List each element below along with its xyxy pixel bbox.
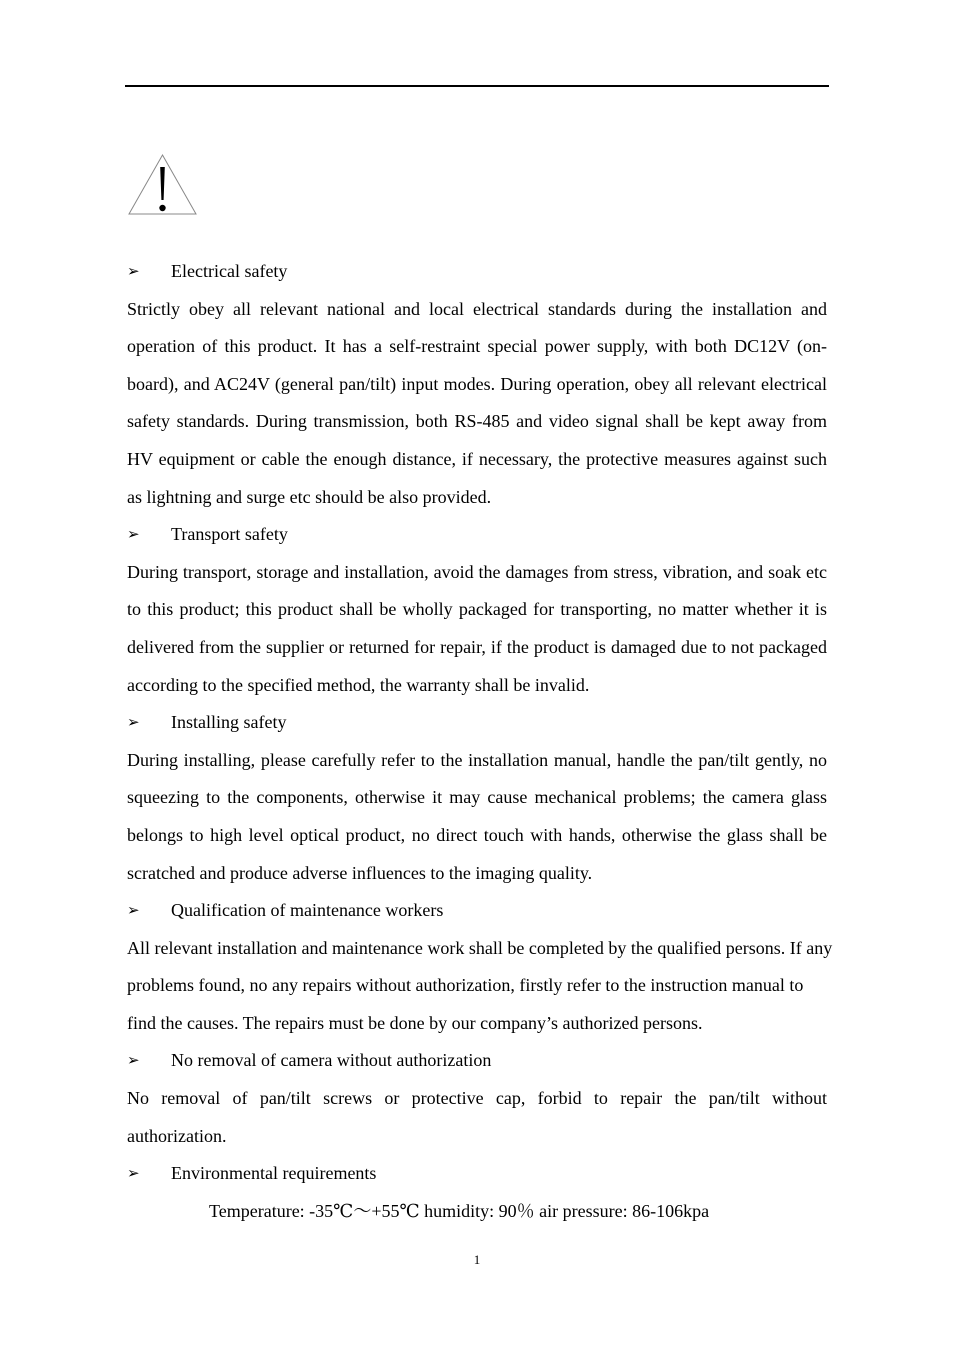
section-body-electrical-safety: Strictly obey all relevant national and local electrical standards during the installation and operation of this product. It has a self-restraint special power supply, with both DC12V (on-board), and AC24V (general pan/tilt) input modes. During operation, obey all relevant electrical safety standards. During transmission, both RS-485 and video signal shall be kept away from HV equipment or cable the enough distance, if necessary, the protective measures against such as lightning and surge etc should be also provided.	[127, 298, 827, 507]
section-heading-qualification	[127, 892, 827, 930]
warning-exclamation-triangle-icon	[127, 153, 198, 216]
arrow-bullet-icon: ➢	[127, 1164, 140, 1183]
section-body-installing-safety: During installing, please carefully refer to the installation manual, handle the pan/tilt gently, no squeezing to the components, otherwise it may cause mechanical problems; the camera glass belongs to high level optical product, no direct touch with hands, otherwise the glass shall be scratched and produce adverse influences to the imaging quality.	[127, 749, 827, 883]
arrow-bullet-icon: ➢	[127, 1051, 140, 1070]
heading-label: No removal of camera without authorization	[171, 1050, 492, 1071]
arrow-bullet-icon: ➢	[127, 713, 140, 732]
arrow-bullet-icon: ➢	[127, 901, 140, 920]
header-rule	[125, 85, 829, 87]
heading-label: Installing safety	[171, 712, 287, 733]
environmental-values: Temperature: -35℃～+55℃ humidity: 90％ air pressure: 86-106kpa	[209, 1200, 710, 1221]
section-heading-installing-safety	[127, 704, 827, 742]
section-heading-environmental	[127, 1155, 827, 1193]
section-heading-no-removal	[127, 1042, 827, 1080]
arrow-bullet-icon: ➢	[127, 262, 140, 280]
section-heading-electrical-safety	[127, 253, 827, 291]
heading-label: Electrical safety	[171, 261, 288, 281]
section-heading-transport-safety	[127, 516, 827, 554]
section-body-transport-safety: During transport, storage and installation, avoid the damages from stress, vibration, and soak etc to this product; this product shall be wholly packaged for transporting, no matter whether it is delivered from the supplier or returned for repair, if the product is damaged due to not packaged according to the specified method, the warranty shall be invalid.	[127, 561, 827, 695]
heading-label: Environmental requirements	[171, 1163, 377, 1184]
safety-content	[127, 253, 833, 1230]
page-number: 1	[473, 1252, 481, 1267]
heading-label: Qualification of maintenance workers	[171, 900, 444, 921]
section-body-no-removal: No removal of pan/tilt screws or protective cap, forbid to repair the pan/tilt without authorization.	[127, 1088, 827, 1146]
section-body-qualification: All relevant installation and maintenance work shall be completed by the qualified persons. If any problems found, no any repairs without authorization, firstly refer to the instruction manual to find the causes. The repairs must be done by our company’s authorized persons.	[127, 937, 833, 1033]
arrow-bullet-icon: ➢	[127, 525, 140, 544]
heading-label: Transport safety	[171, 524, 288, 545]
